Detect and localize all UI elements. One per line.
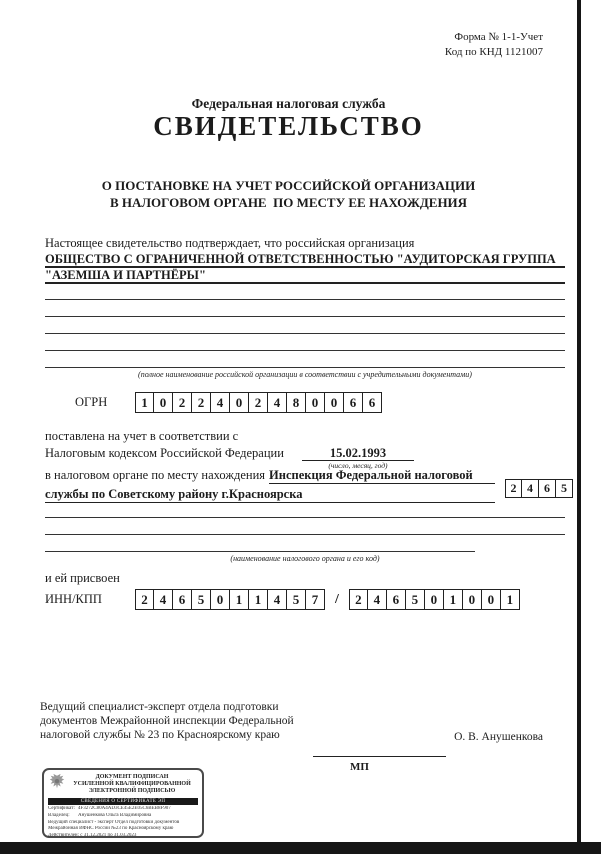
- digit-cell: 4: [268, 392, 287, 413]
- digit-cell: 0: [325, 392, 344, 413]
- blank-line: [45, 536, 475, 552]
- stamp-validity-line: Действителен: с 31.12.2021 по 31.03.2023: [48, 833, 137, 838]
- digit-cell: 0: [425, 589, 444, 610]
- stamp-certificate-bar: СВЕДЕНИЯ О СЕРТИФИКАТЕ ЭП: [48, 798, 198, 805]
- inn-kpp-separator: /: [335, 591, 339, 607]
- ogrn-row: [45, 392, 382, 413]
- digit-cell: 5: [192, 589, 211, 610]
- blank-line: [45, 502, 565, 518]
- document-title: СВИДЕТЕЛЬСТВО: [153, 111, 424, 141]
- assigned-label: и ей присвоен: [45, 571, 120, 585]
- digit-cell: 0: [211, 589, 230, 610]
- digit-cell: 0: [482, 589, 501, 610]
- digit-cell: 8: [287, 392, 306, 413]
- official-title-block: [40, 701, 294, 742]
- tax-office-name-line-2: службы по Советскому району г.Красноярска: [45, 486, 495, 503]
- digit-cell: 1: [249, 589, 268, 610]
- digit-cell: 6: [387, 589, 406, 610]
- blank-line: [45, 352, 565, 368]
- registration-date-block: [302, 446, 414, 470]
- subtitle-line-2: В НАЛОГОВОМ ОРГАНЕ ПО МЕСТУ ЕЕ НАХОЖДЕНИЯ: [109, 194, 468, 210]
- digit-cell: 6: [344, 392, 363, 413]
- org-name-caption: (полное наименование российской организации в соответствии с учредительными документами): [138, 370, 472, 379]
- kpp-boxes: [349, 589, 520, 610]
- inn-boxes: [135, 589, 325, 610]
- form-number: Форма № 1-1-Учет: [454, 31, 543, 43]
- digit-cell: 0: [306, 392, 325, 413]
- digit-cell: 2: [505, 479, 522, 498]
- signer-name: О. В. Анушенкова: [454, 731, 543, 743]
- digit-cell: 2: [192, 392, 211, 413]
- subtitle-line-1: О ПОСТАНОВКЕ НА УЧЕТ РОССИЙСКОЙ ОРГАНИЗАЦИИ: [101, 178, 476, 193]
- agency-name: Федеральная налоговая служба: [191, 96, 386, 111]
- organization-section: [45, 236, 565, 379]
- scan-edge-bottom: [0, 842, 601, 854]
- tax-office-blanks: [45, 502, 565, 563]
- official-title-line-1: Ведущий специалист-эксперт отдела подготовки: [40, 701, 279, 713]
- certificate-label: Сертификат:: [48, 806, 75, 811]
- digit-cell: 1: [501, 589, 520, 610]
- tax-office-row-1: [45, 468, 495, 484]
- digit-cell: 2: [173, 392, 192, 413]
- intro-text: Настоящее свидетельство подтверждает, что российская организация: [45, 236, 415, 250]
- owner-label: Владелец:: [48, 812, 70, 818]
- stamp-title-line-1: ДОКУМЕНТ ПОДПИСАН: [95, 773, 169, 780]
- digit-cell: 5: [556, 479, 573, 498]
- stamp-position-line: Ведущий специалист - эксперт Отдел подготовки документов: [48, 819, 180, 825]
- registered-line-1: поставлена на учет в соответствии с: [45, 429, 239, 443]
- registered-row: [45, 446, 414, 470]
- inn-kpp-label: ИНН/КПП: [45, 592, 102, 606]
- coat-of-arms-icon: [48, 772, 66, 797]
- digital-signature-stamp: [42, 768, 204, 838]
- digit-cell: 2: [249, 392, 268, 413]
- inn-kpp-row: [45, 589, 520, 610]
- digit-cell: 6: [539, 479, 556, 498]
- ogrn-boxes: [135, 392, 382, 413]
- stamp-org-line: Межрайонная ИФНС России №23 по Красноярскому краю: [48, 826, 174, 832]
- stamp-place-label: МП: [350, 761, 369, 773]
- blank-line: [45, 519, 565, 535]
- digit-cell: 7: [306, 589, 325, 610]
- blank-line: [45, 318, 565, 334]
- stamp-certificate-line: [48, 806, 198, 813]
- digit-cell: 1: [135, 392, 154, 413]
- date-caption: (число, месяц, год): [328, 461, 388, 470]
- form-number-block: [445, 30, 543, 60]
- stamp-title-line-2: УСИЛЕННОЙ КВАЛИФИЦИРОВАННОЙ: [73, 780, 191, 787]
- official-title-line-2: документов Межрайонной инспекции Федеральной: [40, 714, 294, 727]
- certificate-value: 4F3272C80A4AD3CE45E2E05C6BEB8F907: [78, 806, 171, 811]
- tax-office-label: в налоговом органе по месту нахождения: [45, 468, 266, 482]
- registration-date: 15.02.1993: [302, 446, 414, 461]
- digit-cell: 4: [211, 392, 230, 413]
- digit-cell: 4: [268, 589, 287, 610]
- blank-line: [45, 284, 565, 300]
- digit-cell: 5: [406, 589, 425, 610]
- stamp-owner-line: [48, 813, 198, 820]
- scan-edge-right: [577, 0, 581, 843]
- official-title-line-3: налоговой службы № 23 по Красноярскому краю: [40, 728, 280, 741]
- registered-line-2: Налоговым кодексом Российской Федерации: [45, 446, 284, 460]
- digit-cell: 4: [154, 589, 173, 610]
- digit-cell: 2: [135, 589, 154, 610]
- tax-office-section: [45, 468, 495, 503]
- document-subtitle: [0, 178, 577, 212]
- digit-cell: 1: [444, 589, 463, 610]
- digit-cell: 1: [230, 589, 249, 610]
- stamp-header: [48, 772, 198, 797]
- digit-cell: 0: [230, 392, 249, 413]
- blank-line: [45, 335, 565, 351]
- digit-cell: 2: [349, 589, 368, 610]
- digit-cell: 6: [363, 392, 382, 413]
- knd-code: Код по КНД 1121007: [444, 45, 543, 58]
- stamp-title-line-3: ЭЛЕКТРОННОЙ ПОДПИСЬЮ: [88, 788, 176, 795]
- owner-value: Анушенкова Ольга Владимировна: [78, 812, 152, 818]
- tax-office-name-line-1: Инспекция Федеральной налоговой: [269, 468, 495, 484]
- digit-cell: 0: [463, 589, 482, 610]
- digit-cell: 4: [368, 589, 387, 610]
- digit-cell: 5: [287, 589, 306, 610]
- stamp-title: [66, 774, 198, 796]
- tax-office-caption: (наименование налогового органа и его код): [230, 554, 380, 563]
- blank-line: [45, 301, 565, 317]
- signature-area: [313, 756, 446, 775]
- digit-cell: 4: [522, 479, 539, 498]
- digit-cell: 6: [173, 589, 192, 610]
- digit-cell: 0: [154, 392, 173, 413]
- ogrn-label: ОГРН: [75, 395, 108, 409]
- org-name-line-1: ОБЩЕСТВО С ОГРАНИЧЕННОЙ ОТВЕТСТВЕННОСТЬЮ "АУДИТОРСКАЯ ГРУППА: [45, 252, 565, 268]
- tax-office-code-boxes: [505, 479, 573, 498]
- org-name-line-2: "АЗЕМША И ПАРТНЁРЫ": [45, 268, 565, 284]
